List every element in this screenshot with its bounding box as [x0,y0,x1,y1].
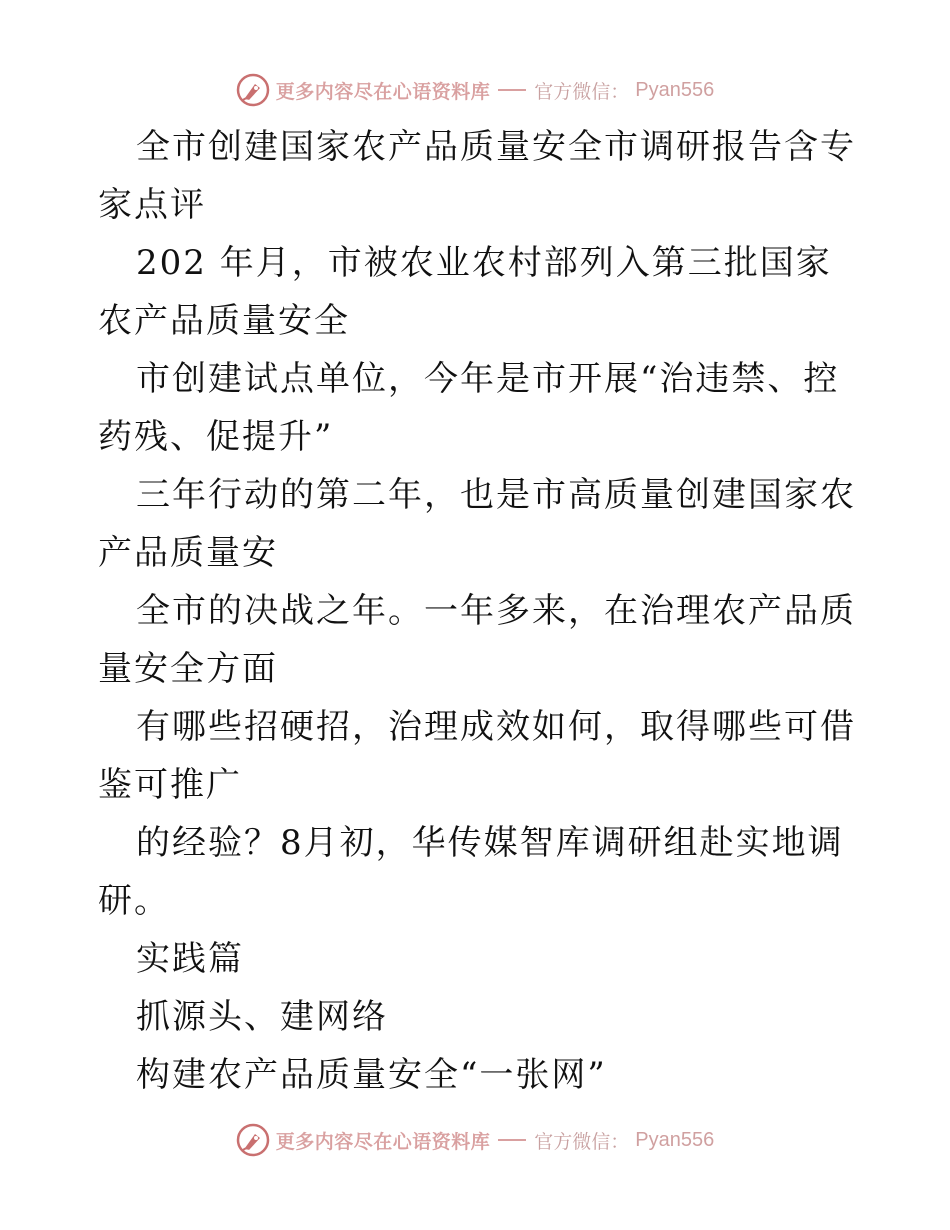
watermark-separator [498,1139,526,1141]
watermark-official-label: 官方微信： [534,80,630,103]
watermark-wechat-id: Pyan556 [635,1128,715,1151]
document-title: 全市创建国家农产品质量安全市调研报告含专家点评 [98,127,856,225]
subsection-heading: 构建农产品质量安全“一张网” [136,1055,607,1095]
watermark-brand-text: 更多内容尽在心语资料库 [275,1130,491,1153]
subsection-heading: 抓源头、建网络 [136,997,388,1037]
watermark-separator [498,89,526,91]
paragraph: 的经验？8月初，华传媒智库调研组赴实地调研。 [98,823,844,921]
watermark-wechat-id: Pyan556 [635,78,715,101]
document-body [98,118,858,1104]
watermark-brand-text: 更多内容尽在心语资料库 [275,80,491,103]
paragraph: 全市的决战之年。一年多来，在治理农产品质量安全方面 [98,591,856,689]
section-heading: 实践篇 [136,939,244,979]
paragraph: 三年行动的第二年，也是市高质量创建国家农产品质量安 [98,475,856,573]
paragraph: 有哪些招硬招，治理成效如何，取得哪些可借鉴可推广 [98,707,856,805]
watermark-official-label: 官方微信： [534,1130,630,1153]
header-watermark [0,70,950,110]
paragraph: 市创建试点单位，今年是市开展“治违禁、控药残、促提升” [98,359,840,457]
paragraph: 202 年月，市被农业农村部列入第三批国家农产品质量安全 [98,243,832,341]
pen-nib-logo-icon [236,1123,270,1157]
pen-nib-logo-icon [236,73,270,107]
footer-watermark [0,1120,950,1160]
